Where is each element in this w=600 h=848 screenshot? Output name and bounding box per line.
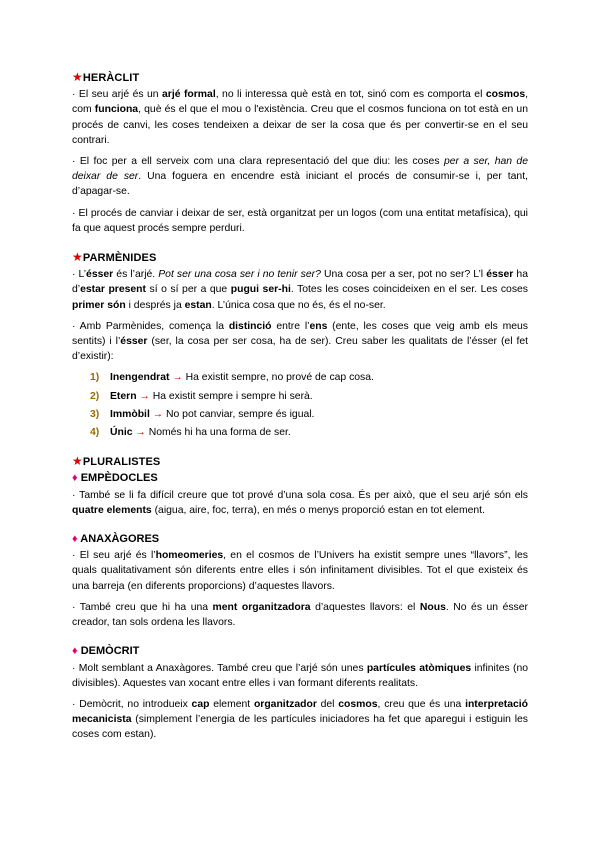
text-run: · També creu que hi ha una	[72, 601, 213, 613]
bold-term: arjé formal	[162, 89, 216, 101]
text-run: · També se li fa difícil creure que tot prové d’una sola cosa. És per això, que el seu arjé són els	[72, 489, 528, 501]
bold-term: estan	[184, 299, 212, 311]
bold-term: funciona	[94, 104, 139, 116]
heading-anaxagores: ♦ ANAXÀGORES	[72, 533, 160, 546]
text-run: d’aquestes llavors: el	[310, 601, 420, 613]
text-run: . L’única cosa que no és, és el no-ser.	[211, 299, 386, 311]
text-run: · Amb Parmènides, comença la	[72, 320, 229, 332]
text-run: (ser, la cosa per ser cosa, ha de ser). Creu saber les qualitats de l’ésser (el fet d’existir):	[72, 336, 528, 363]
text-run: i després ja	[125, 299, 185, 311]
text-run: del	[316, 698, 339, 710]
text-run: (simplement l’energia de les partícules iniciadores ha fet que aparegui i estiguin les coses com estan).	[72, 714, 528, 741]
text-run: · Demòcrit, no introdueix	[72, 698, 192, 710]
paragraph	[72, 87, 528, 148]
bold-term: pugui ser-hi	[230, 284, 291, 296]
text-run: , no li interessa què està en tot, sinó com es comporta el	[215, 89, 486, 101]
text-run: · El foc per a ell serveix com una clara representació del que diu: les coses	[72, 156, 444, 168]
text-run: , què és el que el mou o l'existència. Creu que el cosmos funciona on tot està en un procés de canvi, les coses tendeixen a deixar de ser la cosa que és per convertir-se en el seu contrari.	[72, 104, 528, 146]
arrow-right-icon: →	[172, 372, 183, 384]
bold-term: ésser	[486, 269, 514, 281]
paragraph	[72, 548, 528, 594]
list-item: 1) Inengendrat → Ha existit sempre, no prové de cap cosa.	[90, 372, 374, 384]
bold-term: ens	[309, 320, 328, 332]
heading-democrit: ♦ DEMÒCRIT	[72, 645, 140, 658]
text-run: ha d’	[72, 269, 528, 296]
bold-term: primer són	[72, 299, 126, 311]
text-run: · Molt semblant a Anaxàgores. També creu que l’arjé són unes	[72, 662, 367, 674]
heading-parmenides: ★PARMÈNIDES	[72, 250, 157, 265]
subsection-democrit	[72, 644, 528, 742]
paragraph	[72, 206, 528, 236]
text-run: (aigua, aire, foc, terra), en més o menys proporció estan en tot element.	[151, 504, 485, 516]
section-pluralistes	[72, 454, 528, 742]
list-item: 4) Únic → Només hi ha una forma de ser.	[90, 427, 291, 439]
text-run: element	[209, 698, 254, 710]
paragraph	[72, 267, 528, 313]
bold-term: cosmos	[338, 698, 378, 710]
qualities-list	[72, 370, 528, 440]
bold-term: organitzador	[253, 698, 317, 710]
text-run: entre l’	[271, 320, 310, 332]
bold-term: quatre elements	[72, 504, 152, 516]
arrow-right-icon: →	[139, 390, 150, 402]
arrow-right-icon: →	[135, 427, 146, 439]
subsection-anaxagores	[72, 532, 528, 630]
heading-empedocles: ♦ EMPÈDOCLES	[72, 472, 158, 485]
section-parmenides	[72, 250, 528, 440]
list-item: 2) Etern → Ha existit sempre i sempre hi serà.	[90, 390, 313, 402]
paragraph	[72, 697, 528, 743]
text-run: . Una foguera en encendre està iniciant el procés de consumir-se i, per tant, d’apagar-se.	[72, 171, 528, 198]
text-run: · El seu arjé és l’	[72, 550, 156, 562]
italic-text: Pot ser una cosa ser i no tenir ser?	[158, 269, 321, 281]
paragraph	[72, 600, 528, 630]
text-run: . No és un ésser creador, tan sols ordena les llavors.	[72, 601, 528, 629]
star-icon: ★	[72, 70, 83, 84]
heading-pluralistes: ★PLURALISTES	[72, 454, 161, 469]
paragraph	[72, 661, 528, 691]
section-heraclit	[72, 70, 528, 236]
text-run: · L’	[72, 269, 87, 281]
heading-heraclit: ★HERÀCLIT	[72, 70, 140, 84]
text-run: . Totes les coses coincideixen en el ser. Les coses	[290, 284, 528, 296]
paragraph	[72, 488, 528, 518]
bold-term: ésser	[86, 269, 114, 281]
text-run: , creu que és una	[377, 698, 466, 710]
italic-text: per a ser, han de deixar de ser	[72, 156, 528, 183]
bold-term: homeomeries	[155, 550, 224, 562]
bold-term: cosmos	[485, 89, 526, 101]
paragraph	[72, 319, 528, 365]
text-run: · El seu arjé és un	[72, 89, 163, 101]
star-icon: ★	[72, 250, 83, 265]
text-run: sí o sí per a que	[146, 284, 231, 296]
text-run: , com	[72, 89, 528, 116]
bold-term: estar present	[80, 284, 146, 296]
diamond-icon: ♦	[72, 533, 78, 546]
list-item: 3) Immòbil → No pot canviar, sempre és igual.	[90, 408, 315, 420]
bold-term: Nous	[419, 601, 446, 613]
subsection-empedocles	[72, 471, 528, 518]
text-run: (ente, les coses que veig amb els meus sentits) i l’	[72, 320, 528, 348]
bold-term: ment organitzadora	[212, 601, 311, 613]
paragraph	[72, 154, 528, 200]
bold-term: partícules atòmiques	[366, 662, 472, 674]
bold-term: ésser	[120, 336, 148, 348]
bold-term: cap	[191, 698, 210, 710]
diamond-icon: ♦	[72, 645, 78, 658]
text-run: , en el cosmos de l’Univers ha existit sempre unes “llavors”, les quals qualitativament són diferents entre elles i són infinitament divisibles. Tot el que existeix és una barreja (en diferents proporcions) d’aquestes llavors.	[72, 550, 528, 592]
bold-term: distinció	[228, 320, 272, 332]
text-run: és l’arjé.	[113, 269, 159, 281]
text-run: · El procés de canviar i deixar de ser, està organitzat per un logos (com una entitat metafísica), qui fa que aquest procés sempre perduri.	[72, 207, 528, 234]
text-run: infinites (no divisibles). Aquestes van xocant entre elles i van formant diferents realitats.	[72, 662, 529, 689]
star-icon: ★	[72, 454, 83, 469]
text-run: Una cosa per a ser, pot no ser? L’l	[320, 269, 487, 281]
bold-term: interpretació mecanicista	[72, 698, 529, 726]
diamond-icon: ♦	[72, 472, 78, 485]
arrow-right-icon: →	[152, 408, 164, 420]
document-page	[72, 70, 528, 749]
